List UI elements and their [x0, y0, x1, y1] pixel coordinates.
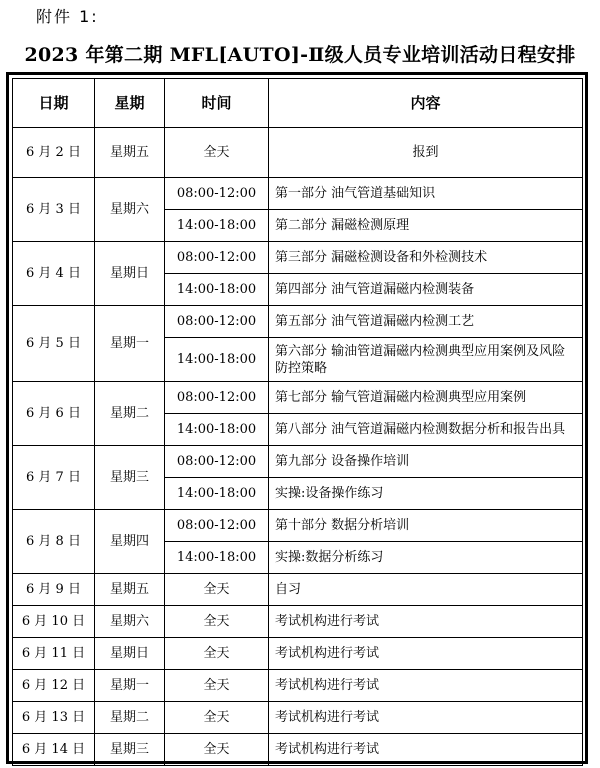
- content-cell: 考试机构进行考试: [269, 638, 583, 670]
- time-cell: 08:00-12:00: [165, 510, 269, 542]
- content-cell: 第十部分 数据分析培训: [269, 510, 583, 542]
- content-cell: 考试机构进行考试: [269, 606, 583, 638]
- date-cell: 6 月 10 日: [13, 606, 95, 638]
- weekday-cell: 星期二: [95, 382, 165, 446]
- time-cell: 全天: [165, 734, 269, 766]
- date-cell: 6 月 7 日: [13, 446, 95, 510]
- time-cell: 全天: [165, 702, 269, 734]
- table-row: [13, 510, 583, 542]
- date-cell: 6 月 14 日: [13, 734, 95, 766]
- time-cell: 08:00-12:00: [165, 178, 269, 210]
- content-cell: 第六部分 输油管道漏磁内检测典型应用案例及风险防控策略: [269, 338, 583, 382]
- weekday-cell: 星期五: [95, 128, 165, 178]
- time-cell: 14:00-18:00: [165, 338, 269, 382]
- time-cell: 全天: [165, 606, 269, 638]
- header-time: 时间: [165, 79, 269, 128]
- date-cell: 6 月 6 日: [13, 382, 95, 446]
- weekday-cell: 星期六: [95, 178, 165, 242]
- date-cell: 6 月 12 日: [13, 670, 95, 702]
- weekday-cell: 星期日: [95, 638, 165, 670]
- time-cell: 08:00-12:00: [165, 446, 269, 478]
- content-cell: 自习: [269, 574, 583, 606]
- time-cell: 全天: [165, 574, 269, 606]
- time-cell: 14:00-18:00: [165, 210, 269, 242]
- content-cell: 第五部分 油气管道漏磁内检测工艺: [269, 306, 583, 338]
- weekday-cell: 星期四: [95, 510, 165, 574]
- time-cell: 08:00-12:00: [165, 242, 269, 274]
- date-cell: 6 月 4 日: [13, 242, 95, 306]
- table-row: [13, 670, 583, 702]
- attachment-label: 附件 1:: [36, 7, 99, 26]
- time-cell: 14:00-18:00: [165, 478, 269, 510]
- content-cell: 第四部分 油气管道漏磁内检测装备: [269, 274, 583, 306]
- content-cell: 考试机构进行考试: [269, 734, 583, 766]
- content-cell: 实操:设备操作练习: [269, 478, 583, 510]
- date-cell: 6 月 2 日: [13, 128, 95, 178]
- weekday-cell: 星期三: [95, 734, 165, 766]
- content-cell: 报到: [269, 128, 583, 178]
- date-cell: 6 月 8 日: [13, 510, 95, 574]
- weekday-cell: 星期一: [95, 670, 165, 702]
- weekday-cell: 星期三: [95, 446, 165, 510]
- header-row: [13, 79, 583, 128]
- content-cell: 第八部分 油气管道漏磁内检测数据分析和报告出具: [269, 414, 583, 446]
- header-weekday: 星期: [95, 79, 165, 128]
- time-cell: 08:00-12:00: [165, 306, 269, 338]
- content-cell: 第九部分 设备操作培训: [269, 446, 583, 478]
- content-cell: 实操:数据分析练习: [269, 542, 583, 574]
- time-cell: 全天: [165, 128, 269, 178]
- date-cell: 6 月 13 日: [13, 702, 95, 734]
- time-cell: 14:00-18:00: [165, 274, 269, 306]
- table-row: [13, 702, 583, 734]
- time-cell: 08:00-12:00: [165, 382, 269, 414]
- content-cell: 考试机构进行考试: [269, 702, 583, 734]
- time-cell: 14:00-18:00: [165, 414, 269, 446]
- weekday-cell: 星期一: [95, 306, 165, 382]
- table-row: [13, 128, 583, 178]
- schedule-body: [13, 128, 583, 766]
- header-content: 内容: [269, 79, 583, 128]
- weekday-cell: 星期六: [95, 606, 165, 638]
- table-row: [13, 382, 583, 414]
- table-row: [13, 446, 583, 478]
- table-row: [13, 242, 583, 274]
- table-row: [13, 734, 583, 766]
- date-cell: 6 月 9 日: [13, 574, 95, 606]
- time-cell: 全天: [165, 638, 269, 670]
- page-title: 2023 年第二期 MFL[AUTO]-Ⅱ级人员专业培训活动日程安排: [24, 44, 576, 66]
- date-cell: 6 月 5 日: [13, 306, 95, 382]
- table-row: [13, 574, 583, 606]
- time-cell: 全天: [165, 670, 269, 702]
- content-cell: 第二部分 漏磁检测原理: [269, 210, 583, 242]
- content-cell: 考试机构进行考试: [269, 670, 583, 702]
- header-date: 日期: [13, 79, 95, 128]
- date-cell: 6 月 11 日: [13, 638, 95, 670]
- weekday-cell: 星期二: [95, 702, 165, 734]
- content-cell: 第三部分 漏磁检测设备和外检测技术: [269, 242, 583, 274]
- table-row: [13, 306, 583, 338]
- date-cell: 6 月 3 日: [13, 178, 95, 242]
- content-cell: 第七部分 输气管道漏磁内检测典型应用案例: [269, 382, 583, 414]
- table-row: [13, 606, 583, 638]
- content-cell: 第一部分 油气管道基础知识: [269, 178, 583, 210]
- table-row: [13, 638, 583, 670]
- schedule-table: [12, 78, 583, 766]
- table-row: [13, 178, 583, 210]
- weekday-cell: 星期日: [95, 242, 165, 306]
- time-cell: 14:00-18:00: [165, 542, 269, 574]
- weekday-cell: 星期五: [95, 574, 165, 606]
